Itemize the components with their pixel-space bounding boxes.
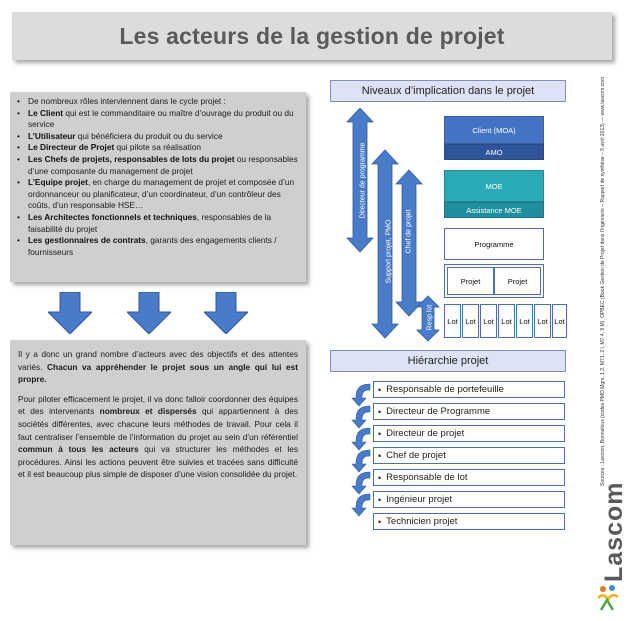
hierarchy-item [373, 491, 565, 508]
lot-box: Lot [480, 304, 497, 338]
title-bar [12, 12, 612, 60]
bullet-icon: • [378, 384, 382, 395]
lascom-logo-icon [596, 584, 620, 612]
role-item [14, 177, 300, 212]
summary-box [10, 340, 306, 545]
arrow-label-resp-lot: Resp lot [426, 304, 434, 331]
hierarchy-item-label: Ingénieur projet [386, 494, 453, 505]
text-run: qui appartiennent à des sociétés différentes, avec chacune leurs méthodes de travail. Pour cela il faut centraliser l’ensemble de l’information du projet au sein d’un référentiel [18, 406, 298, 442]
roles-intro [14, 96, 300, 108]
down-arrow-icon [204, 292, 248, 334]
bullet-icon: • [378, 494, 382, 505]
bullet-icon: • [378, 428, 382, 439]
role-desc: qui est le commanditaire ou maître d’ouvrage du produit ou du service [28, 107, 294, 130]
text-run: Pour piloter efficacement le projet, il va donc falloir coordonner des équipes et des intervenants [18, 393, 298, 417]
hierarchy-item [373, 381, 565, 398]
assistance-moe-box: Assistance MOE [444, 202, 544, 218]
role-desc: ou responsables d’une composante du management de projet [28, 153, 298, 176]
hierarchy-item [373, 447, 565, 464]
role-item [14, 131, 300, 143]
role-name: Les Architectes fonctionnels et techniques [28, 211, 197, 222]
role-item [14, 212, 300, 235]
text-run: Il y a donc un grand nombre d’acteurs avec des objectifs et des attentes variés. [18, 349, 298, 372]
role-desc: , responsables de la faisabilité du projet [28, 211, 272, 234]
arrow-label-directeur: Directeur de programme [359, 142, 367, 219]
sources-text: Sources : Lascom, Bonnafous (codes PMO Mgm, 1,2, M71, 2 l, M7 4, 9 M), OPBEC (Book Gestion de Projet dans l’Ingénierie – Rapport de synthèse – 9 avril 2013) — www.lascom.com [600, 76, 606, 486]
role-desc: , garants des engagements clients / fournisseurs [28, 235, 277, 257]
hierarchie-header: Hiérarchie projet [330, 350, 566, 372]
text-run-bold: nombreux et dispersés [99, 406, 197, 417]
roles-list [14, 96, 300, 258]
lot-box: Lot [516, 304, 533, 338]
hierarchy-item [373, 513, 565, 530]
text-run: qui va structurer les méthodes et les procédures. Ainsi les actions peuvent être suivies et tracées sans difficulté et il est beaucoup plus simple de disposer d’une vision consolidée du projet. [18, 444, 298, 480]
role-desc: qui bénéficiera du produit ou du service [75, 130, 223, 141]
role-item [14, 154, 300, 177]
lot-box: Lot [534, 304, 551, 338]
role-name: Les Chefs de projets, responsables de lots du projet [28, 153, 235, 164]
programme-box: Programme [444, 228, 544, 260]
text-run-bold: commun à tous les acteurs [18, 444, 139, 455]
arrow-label-chef: Chef de projet [405, 209, 413, 254]
lot-box: Lot [462, 304, 479, 338]
role-name: Les gestionnaires de contrats [28, 235, 146, 246]
summary-paragraph-2 [18, 393, 298, 481]
curved-arrow-icon [352, 384, 370, 406]
projet-box: Projet [447, 267, 494, 295]
role-name: L’Equipe projet [28, 177, 88, 188]
curved-arrow-icon [352, 450, 370, 472]
page-title: Les acteurs de la gestion de projet [119, 22, 505, 49]
hierarchy-item-label: Responsable de lot [386, 472, 468, 483]
amo-box: AMO [444, 144, 544, 160]
lot-box: Lot [552, 304, 567, 338]
moe-box: MOE [444, 170, 544, 202]
bullet-icon: • [378, 450, 382, 461]
role-name: L’Utilisateur [28, 130, 76, 141]
projet-box: Projet [494, 267, 541, 295]
hierarchy-item [373, 469, 565, 486]
bullet-icon: • [378, 406, 382, 417]
curved-arrow-icon [352, 472, 370, 494]
text-run-bold: Chacun va appréhender le projet sous un angle qui lui est propre. [18, 361, 298, 385]
role-name: Le Client [28, 107, 64, 118]
down-arrow-icon [48, 292, 92, 334]
hierarchy-item [373, 403, 565, 420]
hierarchy-item-label: Directeur de projet [386, 428, 465, 439]
hierarchy-item [373, 425, 565, 442]
curved-arrow-icon [352, 428, 370, 450]
lot-box: Lot [444, 304, 461, 338]
lascom-logo-text: Lascom [600, 481, 628, 582]
role-desc: qui pilote sa réalisation [114, 142, 201, 153]
curved-arrow-icon [352, 406, 370, 428]
bullet-icon: • [378, 472, 382, 483]
hierarchy-item-label: Directeur de Programme [386, 406, 491, 417]
curved-arrow-icon [352, 494, 370, 516]
hierarchy-item-label: Technicien projet [386, 516, 458, 527]
role-name: Le Directeur de Projet [28, 142, 115, 153]
hierarchy-item-label: Chef de projet [386, 450, 446, 461]
client-moa-box: Client (MOA) [444, 116, 544, 144]
role-item [14, 235, 300, 258]
arrow-label-support: Support projet, PMO [385, 219, 393, 284]
role-item [14, 142, 300, 154]
roles-box [10, 92, 306, 282]
implication-header: Niveaux d’implication dans le projet [330, 80, 566, 102]
down-arrow-icon [127, 292, 171, 334]
roles-intro-text: De nombreux rôles interviennent dans le cycle projet : [28, 96, 226, 106]
role-item [14, 108, 300, 131]
hierarchy-item-label: Responsable de portefeuille [386, 384, 504, 395]
role-desc: , en charge du management de projet et composée d’un ordonnanceur ou planificateur, d’un coordinateur, d’un contrôleur des coûts, d’un responsable HSE… [28, 177, 295, 211]
summary-paragraph-1 [18, 348, 298, 386]
lot-box: Lot [498, 304, 515, 338]
bullet-icon: • [378, 516, 382, 527]
